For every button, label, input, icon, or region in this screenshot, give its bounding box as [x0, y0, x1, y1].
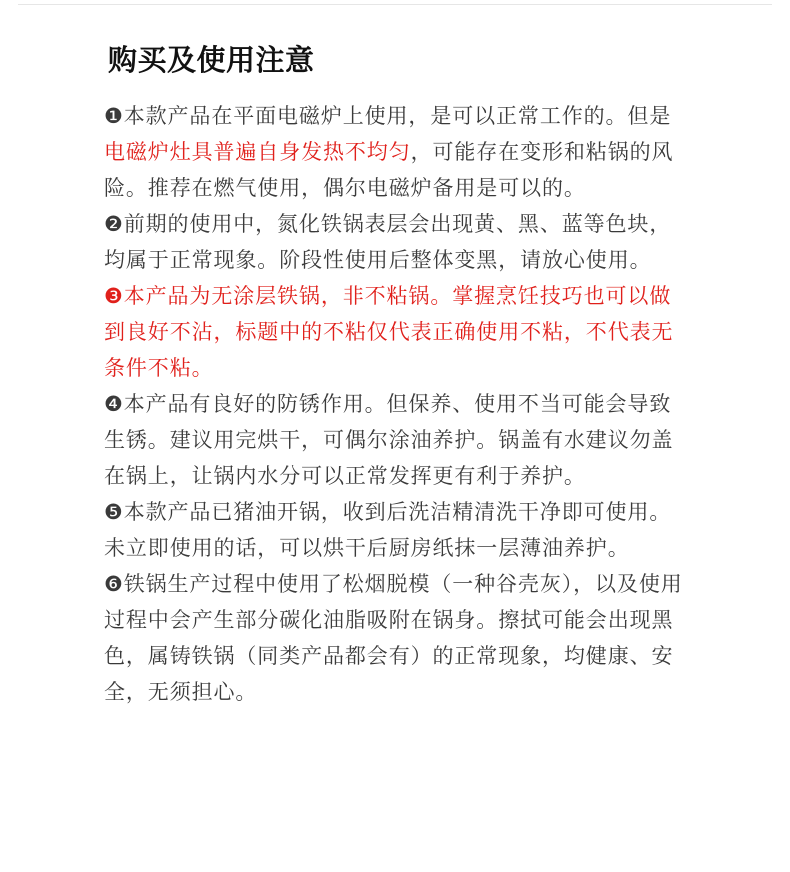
notice-1-text-b: ，可能存在变形和粘锅的风险。推荐在燃气使用，偶尔电磁炉备用是可以的。 [104, 140, 674, 200]
notice-paragraph-5 [104, 494, 690, 566]
notice-content [104, 98, 690, 710]
top-divider [18, 0, 772, 5]
notice-6-text: ❻铁锅生产过程中使用了松烟脱模（一种谷壳灰），以及使用过程中会产生部分碳化油脂吸附在锅身。擦拭可能会出现黑色，属铸铁锅（同类产品都会有）的正常现象，均健康、安全，无须担心。 [104, 572, 683, 704]
notice-paragraph-2 [104, 206, 690, 278]
notice-paragraph-1 [104, 98, 690, 206]
notice-4-text: ❹本产品有良好的防锈作用。但保养、使用不当可能会导致生锈。建议用完烘干，可偶尔涂油养护。锅盖有水建议勿盖在锅上，让锅内水分可以正常发挥更有利于养护。 [104, 392, 674, 488]
notice-paragraph-3 [104, 278, 690, 386]
notice-paragraph-4 [104, 386, 690, 494]
notice-paragraph-6 [104, 566, 690, 710]
notice-1-text-a: ❶本款产品在平面电磁炉上使用，是可以正常工作的。但是 [104, 104, 672, 128]
notice-1-highlight: 电磁炉灶具普遍自身发热不均匀 [104, 140, 411, 164]
notice-5-text: ❺本款产品已猪油开锅，收到后洗洁精清洗干净即可使用。未立即使用的话，可以烘干后厨房纸抹一层薄油养护。 [104, 500, 672, 560]
page-title: 购买及使用注意 [108, 43, 315, 77]
notice-3-highlight: ❸本产品为无涂层铁锅，非不粘锅。掌握烹饪技巧也可以做到良好不沾，标题中的不粘仅代表正确使用不粘，不代表无条件不粘。 [104, 284, 674, 380]
notice-2-text: ❷前期的使用中，氮化铁锅表层会出现黄、黑、蓝等色块，均属于正常现象。阶段性使用后整体变黑，请放心使用。 [104, 212, 672, 272]
